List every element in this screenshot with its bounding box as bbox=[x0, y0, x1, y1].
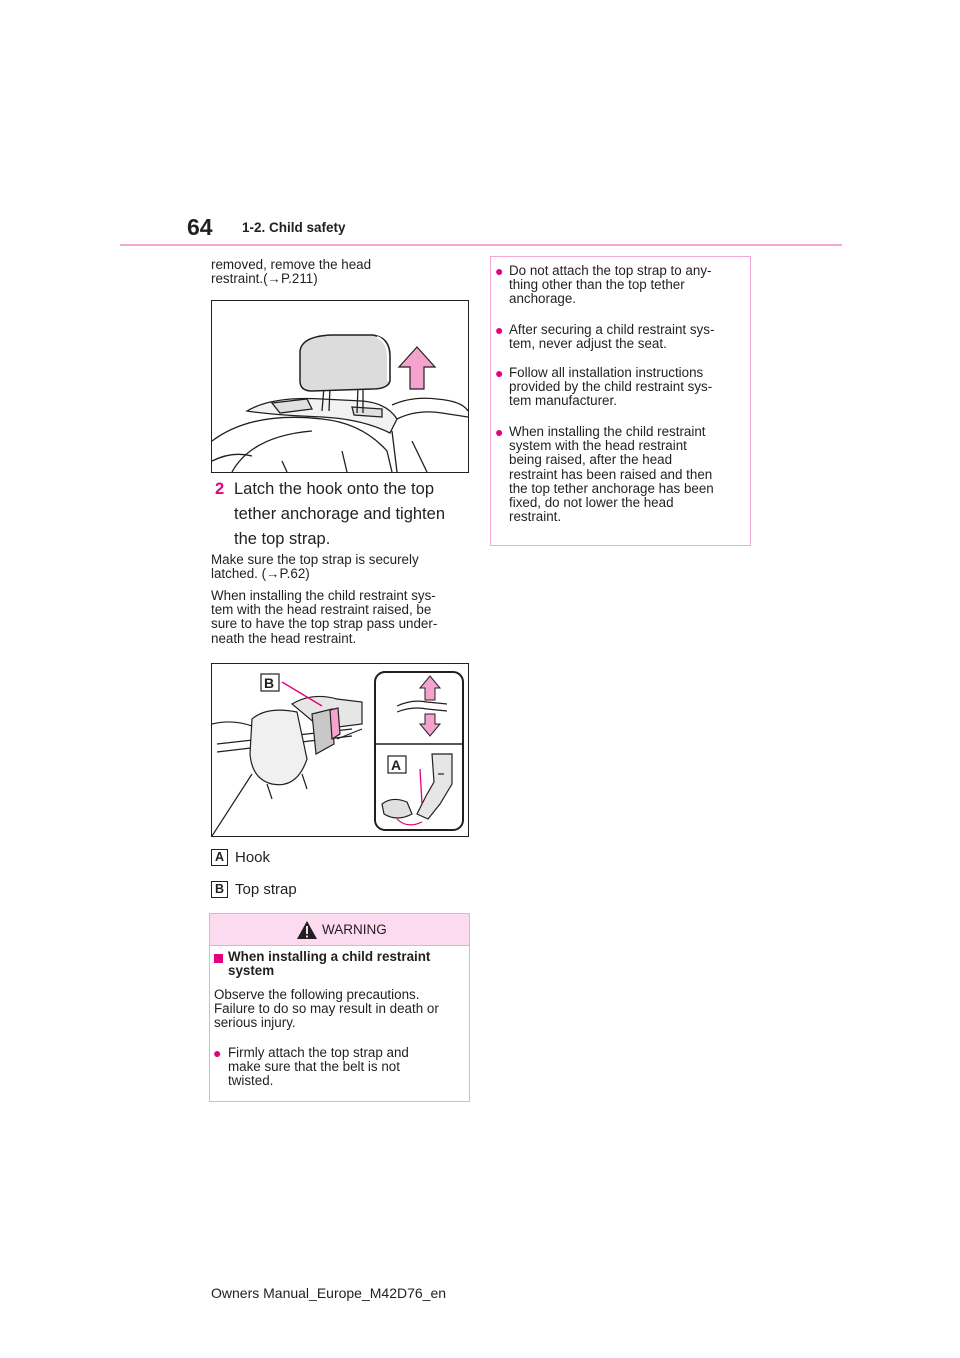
bullet-icon: ● bbox=[495, 424, 504, 440]
legend-key-a: A bbox=[211, 849, 228, 866]
step-number: 2 bbox=[215, 480, 225, 498]
up-arrow-icon bbox=[399, 347, 435, 389]
head-restraint-illustration bbox=[212, 301, 468, 472]
label-a: A bbox=[391, 757, 402, 773]
head-restraint-figure bbox=[211, 300, 469, 473]
warning-heading: When installing a child restraint system bbox=[228, 949, 431, 979]
warning-bullet: Firmly attach the top strap and make sure that the belt is not twisted. bbox=[228, 1045, 409, 1089]
precaution-item: Do not attach the top strap to any- thing other than the top tether anchorage. bbox=[509, 263, 712, 307]
legend-label: Hook bbox=[235, 849, 271, 866]
warning-icon bbox=[296, 920, 318, 940]
top-strap-figure bbox=[211, 663, 469, 837]
header-divider bbox=[120, 244, 842, 246]
bullet-icon: ● bbox=[495, 322, 504, 338]
intro-text: removed, remove the head restraint.(→P.211) bbox=[211, 257, 372, 287]
legend-item-top-strap bbox=[211, 881, 411, 901]
warning-label: WARNING bbox=[322, 922, 387, 937]
precautions-box bbox=[490, 256, 751, 546]
legend-key-b: B bbox=[211, 881, 228, 898]
note-latched: Make sure the top strap is securely latched. (→P.62) bbox=[211, 552, 419, 582]
bullet-icon: ● bbox=[495, 263, 504, 279]
top-strap-illustration bbox=[212, 664, 468, 836]
page-number: 64 bbox=[187, 214, 213, 240]
precaution-item: Follow all installation instructions provided by the child restraint sys- tem manufacturer. bbox=[509, 365, 713, 409]
warning-box bbox=[209, 913, 470, 1102]
legend-item-hook bbox=[211, 849, 411, 869]
warning-header bbox=[210, 914, 469, 946]
note-head-restraint-raised: When installing the child restraint sys- tem with the head restraint raised, be sure to have the top strap pass under- neath the head restraint. bbox=[211, 588, 438, 646]
legend-label: Top strap bbox=[235, 881, 297, 898]
label-b: B bbox=[264, 675, 275, 691]
bullet-icon: ● bbox=[495, 365, 504, 381]
footer-manual-id: Owners Manual_Europe_M42D76_en bbox=[211, 1285, 447, 1301]
square-bullet-icon bbox=[214, 954, 223, 963]
warning-paragraph: Observe the following precautions. Failure to do so may result in death or serious injury. bbox=[214, 987, 439, 1031]
precaution-item: When installing the child restraint system with the head restraint being raised, after the head restraint has been raised and then the top tether anchorage has been fixed, do not lower the head restraint. bbox=[509, 424, 714, 525]
bullet-icon: ● bbox=[213, 1045, 222, 1061]
step-2: 2 Latch the hook onto the top tether anchorage and tighten the top strap. bbox=[234, 477, 474, 552]
precaution-item: After securing a child restraint sys- tem, never adjust the seat. bbox=[509, 322, 715, 352]
section-title: 1-2. Child safety bbox=[242, 220, 346, 235]
